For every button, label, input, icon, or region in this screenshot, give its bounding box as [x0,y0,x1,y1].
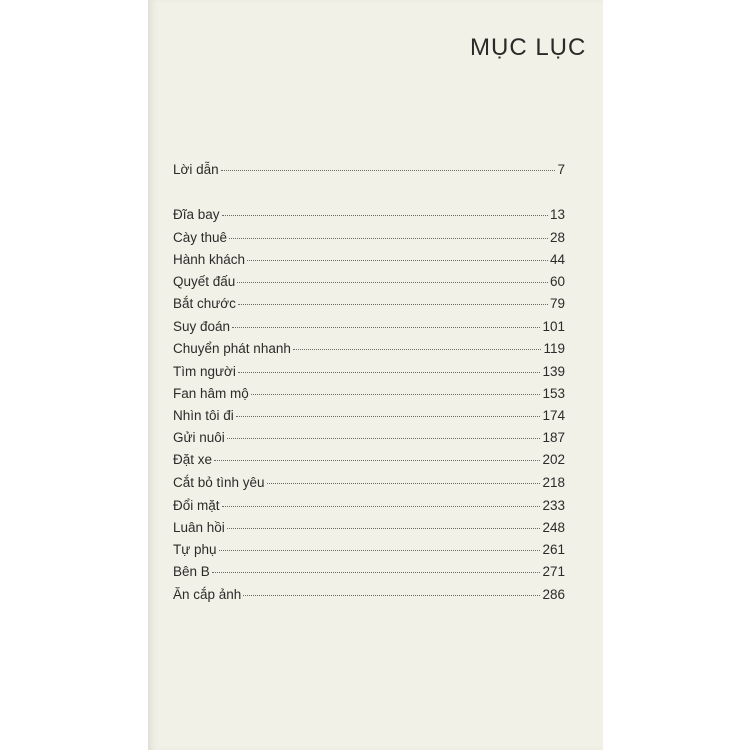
toc-entry-page: 44 [549,252,565,267]
toc-entry-page: 7 [557,162,565,177]
dot-leader [214,460,540,461]
toc-entry-label: Tự phụ [173,542,217,557]
toc-entry-page: 153 [542,386,565,401]
toc-entry [173,520,565,540]
toc-entry-label: Hành khách [173,252,246,267]
toc-entry-label: Cày thuê [173,230,228,245]
toc-entry-page: 202 [542,452,565,467]
toc-entry-label: Đổi mặt [173,498,220,513]
toc-entry-page: 28 [549,230,565,245]
toc-entry-label: Bắt chước [173,296,236,311]
toc-entry-page: 79 [549,296,565,311]
toc-entry [173,386,565,406]
dot-leader [267,483,541,484]
toc-entry-label: Đặt xe [173,452,213,467]
toc-entry-page: 101 [542,319,565,334]
dot-leader [232,327,540,328]
toc-entry-page: 261 [542,542,565,557]
toc-entry-page: 233 [542,498,565,513]
dot-leader [243,595,540,596]
toc-entry [173,207,565,227]
dot-leader [238,304,548,305]
toc-entry-label: Cắt bỏ tình yêu [173,475,265,490]
toc-entry-label: Gửi nuôi [173,430,225,445]
toc-entry-label: Đĩa bay [173,207,220,222]
toc-entry [173,319,565,339]
toc-entry [173,564,565,584]
toc-entry [173,274,565,294]
toc-entry-page: 60 [549,274,565,289]
toc-entry-label: Lời dẫn [173,162,219,177]
toc-entry [173,296,565,316]
dot-leader [227,438,541,439]
dot-leader [237,282,548,283]
dot-leader [221,170,556,171]
dot-leader [222,215,548,216]
toc-entry [173,408,565,428]
toc-entry-page: 13 [549,207,565,222]
toc-entry [173,341,565,361]
toc-entry [173,498,565,518]
dot-leader [247,260,548,261]
toc-entry-label: Nhìn tôi đi [173,408,234,423]
toc-entry-label: Bên B [173,564,210,579]
toc-entry [173,542,565,562]
dot-leader [251,394,541,395]
toc-entry-page: 139 [542,364,565,379]
toc-entry-label: Tìm người [173,364,236,379]
dot-leader [212,572,541,573]
dot-leader [227,528,541,529]
dot-leader [222,506,541,507]
toc-entry-page: 187 [542,430,565,445]
toc-entry-label: Chuyển phát nhanh [173,341,291,356]
toc-entry [173,587,565,607]
toc-entry-intro [173,162,565,182]
dot-leader [219,550,541,551]
toc-entry-page: 218 [542,475,565,490]
dot-leader [236,416,541,417]
toc-entry [173,364,565,384]
toc-entry-label: Suy đoán [173,319,231,334]
toc-entry-page: 271 [542,564,565,579]
dot-leader [293,349,542,350]
toc-entry-page: 119 [543,341,565,356]
toc-entry-page: 248 [542,520,565,535]
toc-entry [173,252,565,272]
toc-entry-page: 174 [542,408,565,423]
toc-entry [173,230,565,250]
toc-entry [173,430,565,450]
dot-leader [238,372,541,373]
page-title: MỤC LỤC [470,34,587,61]
toc-entry [173,452,565,472]
toc-entry-label: Fan hâm mộ [173,386,249,401]
toc-entry-page: 286 [542,587,565,602]
dot-leader [229,238,548,239]
toc-entry-label: Quyết đấu [173,274,236,289]
toc-entry [173,475,565,495]
toc-entry-label: Luân hồi [173,520,225,535]
toc-entry-label: Ăn cắp ảnh [173,587,242,602]
